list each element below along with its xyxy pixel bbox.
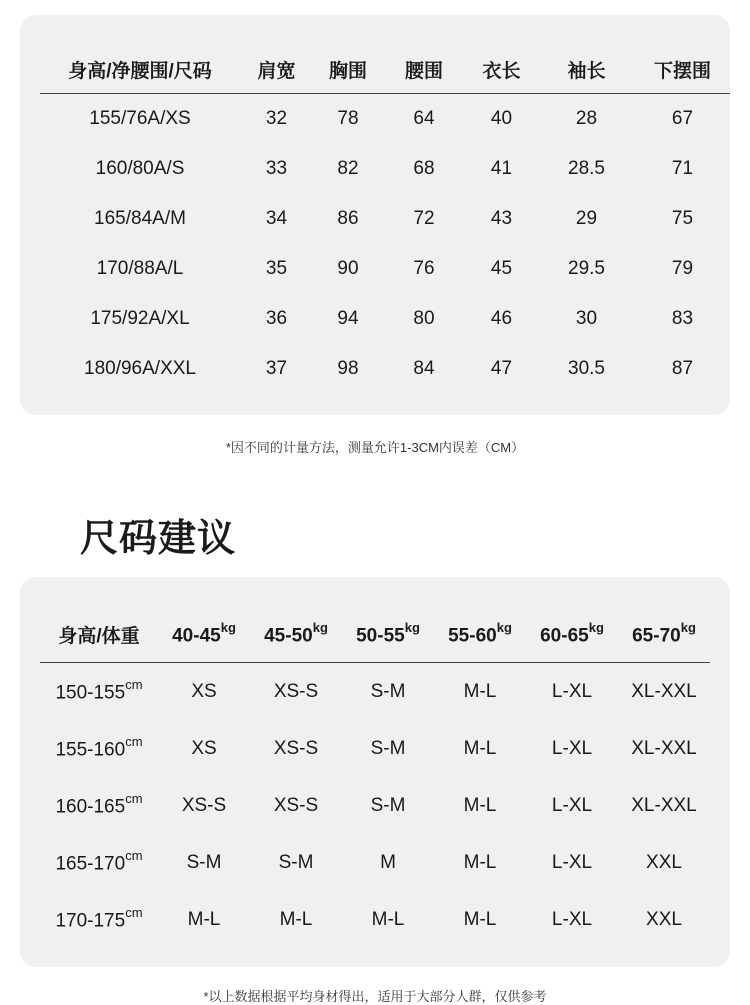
height-range: 155-160 bbox=[55, 739, 126, 761]
size-label-cell: 155/76A/XS bbox=[89, 108, 191, 129]
size-label-cell: 160/80A/S bbox=[95, 158, 185, 179]
recommended-size-cell: M-L bbox=[463, 680, 497, 702]
measurement-cell: 28.5 bbox=[568, 158, 605, 179]
recommended-size-cell: XS bbox=[191, 737, 217, 759]
recommended-size-cell: M-L bbox=[279, 908, 313, 930]
measurement-cell: 28 bbox=[575, 108, 598, 129]
measurement-cell: 64 bbox=[413, 108, 435, 129]
table-row bbox=[40, 344, 730, 394]
recommended-size-cell: XS-S bbox=[181, 794, 227, 816]
measurement-cell: 79 bbox=[671, 258, 694, 279]
size-chart-column-header: 袖长 bbox=[538, 45, 635, 94]
measurement-cell: 30.5 bbox=[568, 358, 605, 379]
recommended-size-cell: M-L bbox=[187, 908, 221, 930]
size-chart-column-header: 身高/净腰围/尺码 bbox=[40, 45, 240, 94]
measurement-note: *因不同的计量方法，测量允许1-3CM内误差（CM） bbox=[225, 440, 525, 455]
recommended-size-cell: XXL bbox=[646, 851, 682, 873]
measurement-cell: 45 bbox=[490, 258, 513, 279]
measurement-cell: 67 bbox=[671, 108, 694, 129]
measurement-cell: 47 bbox=[490, 358, 513, 379]
table-row bbox=[40, 144, 730, 194]
recommended-size-cell: L-XL bbox=[551, 737, 593, 759]
measurement-cell: 43 bbox=[490, 208, 513, 229]
recommendation-header-row bbox=[40, 607, 710, 663]
recommended-size-cell: S-M bbox=[370, 680, 406, 702]
measurement-cell: 80 bbox=[413, 308, 435, 329]
recommended-size-cell: XL-XXL bbox=[631, 680, 697, 702]
recommended-size-cell: XL-XXL bbox=[631, 737, 697, 759]
recommended-size-cell: M-L bbox=[463, 737, 497, 759]
height-range: 170-175 bbox=[55, 910, 126, 932]
size-chart-column-header: 肩宽 bbox=[240, 45, 313, 94]
recommended-size-cell: M-L bbox=[463, 908, 497, 930]
weight-unit: kg bbox=[588, 619, 604, 635]
height-unit: cm bbox=[125, 733, 143, 749]
height-unit: cm bbox=[125, 847, 143, 863]
measurement-cell: 86 bbox=[337, 208, 359, 229]
measurement-cell: 76 bbox=[413, 258, 435, 279]
size-label-cell: 175/92A/XL bbox=[90, 308, 190, 329]
measurement-cell: 71 bbox=[671, 158, 694, 179]
table-row bbox=[40, 663, 710, 721]
height-range-cell bbox=[40, 777, 158, 834]
height-range: 165-170 bbox=[55, 853, 126, 875]
table-row bbox=[40, 777, 710, 834]
size-chart-column-header: 下摆围 bbox=[635, 45, 730, 94]
recommended-size-cell: XL-XXL bbox=[631, 794, 697, 816]
table-row bbox=[40, 834, 710, 891]
size-chart-column-header: 衣长 bbox=[465, 45, 538, 94]
size-chart-header-row bbox=[40, 45, 730, 94]
height-range-cell bbox=[40, 720, 158, 777]
height-unit: cm bbox=[125, 790, 143, 806]
recommended-size-cell: L-XL bbox=[551, 680, 593, 702]
weight-range: 45-50 bbox=[264, 625, 313, 647]
weight-column-header bbox=[158, 607, 250, 663]
recommended-size-cell: XS-S bbox=[273, 794, 319, 816]
recommended-size-cell: S-M bbox=[278, 851, 314, 873]
size-label-cell: 180/96A/XXL bbox=[84, 358, 196, 379]
weight-unit: kg bbox=[404, 619, 420, 635]
height-range-cell bbox=[40, 663, 158, 721]
recommended-size-cell: M-L bbox=[371, 908, 405, 930]
measurement-cell: 98 bbox=[337, 358, 359, 379]
measurement-cell: 78 bbox=[337, 108, 359, 129]
weight-range: 65-70 bbox=[632, 625, 681, 647]
table-row bbox=[40, 294, 730, 344]
size-chart-column-header: 胸围 bbox=[313, 45, 383, 94]
weight-unit: kg bbox=[496, 619, 512, 635]
recommended-size-cell: M-L bbox=[463, 851, 497, 873]
measurement-cell: 84 bbox=[413, 358, 435, 379]
recommended-size-cell: M-L bbox=[463, 794, 497, 816]
measurement-cell: 75 bbox=[671, 208, 694, 229]
height-unit: cm bbox=[125, 676, 143, 692]
weight-range: 40-45 bbox=[172, 625, 221, 647]
recommended-size-cell: L-XL bbox=[551, 794, 593, 816]
recommended-size-cell: XS-S bbox=[273, 737, 319, 759]
measurement-cell: 83 bbox=[671, 308, 694, 329]
recommended-size-cell: XXL bbox=[646, 908, 682, 930]
measurement-cell: 37 bbox=[265, 358, 288, 379]
section-title: 尺码建议 bbox=[80, 518, 237, 560]
recommended-size-cell: XS bbox=[191, 680, 217, 702]
table-row bbox=[40, 94, 730, 145]
measurement-cell: 46 bbox=[490, 308, 513, 329]
weight-range: 60-65 bbox=[540, 625, 589, 647]
weight-column-header bbox=[342, 607, 434, 663]
weight-unit: kg bbox=[220, 619, 236, 635]
corner-header: 身高/体重 bbox=[40, 607, 158, 663]
size-label-cell: 165/84A/M bbox=[94, 208, 186, 229]
height-range-cell bbox=[40, 834, 158, 891]
height-range: 150-155 bbox=[55, 682, 126, 704]
weight-unit: kg bbox=[312, 619, 328, 635]
weight-column-header bbox=[250, 607, 342, 663]
table-row bbox=[40, 891, 710, 948]
measurement-cell: 29.5 bbox=[568, 258, 605, 279]
recommended-size-cell: L-XL bbox=[551, 908, 593, 930]
measurement-cell: 30 bbox=[575, 308, 598, 329]
recommended-size-cell: XS-S bbox=[273, 680, 319, 702]
table-row bbox=[40, 244, 730, 294]
measurement-cell: 82 bbox=[337, 158, 359, 179]
weight-column-header bbox=[434, 607, 526, 663]
recommended-size-cell: S-M bbox=[370, 794, 406, 816]
size-chart-card bbox=[20, 15, 730, 415]
measurement-cell: 34 bbox=[265, 208, 288, 229]
measurement-cell: 29 bbox=[575, 208, 598, 229]
size-chart-column-header: 腰围 bbox=[383, 45, 465, 94]
measurement-cell: 36 bbox=[265, 308, 288, 329]
table-row bbox=[40, 194, 730, 244]
recommended-size-cell: L-XL bbox=[551, 851, 593, 873]
measurement-cell: 68 bbox=[413, 158, 435, 179]
weight-range: 55-60 bbox=[448, 625, 497, 647]
height-range: 160-165 bbox=[55, 796, 126, 818]
measurement-cell: 35 bbox=[265, 258, 288, 279]
measurement-cell: 40 bbox=[490, 108, 513, 129]
weight-unit: kg bbox=[680, 619, 696, 635]
disclaimer-note: *以上数据根据平均身材得出，适用于大部分人群，仅供参考 bbox=[203, 989, 547, 1004]
measurement-cell: 90 bbox=[337, 258, 359, 279]
recommended-size-cell: M bbox=[380, 851, 396, 873]
size-chart-table bbox=[40, 45, 730, 394]
measurement-cell: 94 bbox=[337, 308, 359, 329]
measurement-cell: 41 bbox=[490, 158, 513, 179]
weight-column-header bbox=[526, 607, 618, 663]
recommended-size-cell: S-M bbox=[370, 737, 406, 759]
height-range-cell bbox=[40, 891, 158, 948]
size-recommendation-table bbox=[40, 607, 710, 948]
size-label-cell: 170/88A/L bbox=[96, 258, 184, 279]
weight-column-header bbox=[618, 607, 710, 663]
size-recommendation-card bbox=[20, 577, 730, 967]
measurement-cell: 87 bbox=[671, 358, 694, 379]
measurement-cell: 72 bbox=[413, 208, 435, 229]
table-row bbox=[40, 720, 710, 777]
measurement-cell: 33 bbox=[265, 158, 288, 179]
recommended-size-cell: S-M bbox=[186, 851, 222, 873]
measurement-cell: 32 bbox=[265, 108, 288, 129]
weight-range: 50-55 bbox=[356, 625, 405, 647]
height-unit: cm bbox=[125, 904, 143, 920]
